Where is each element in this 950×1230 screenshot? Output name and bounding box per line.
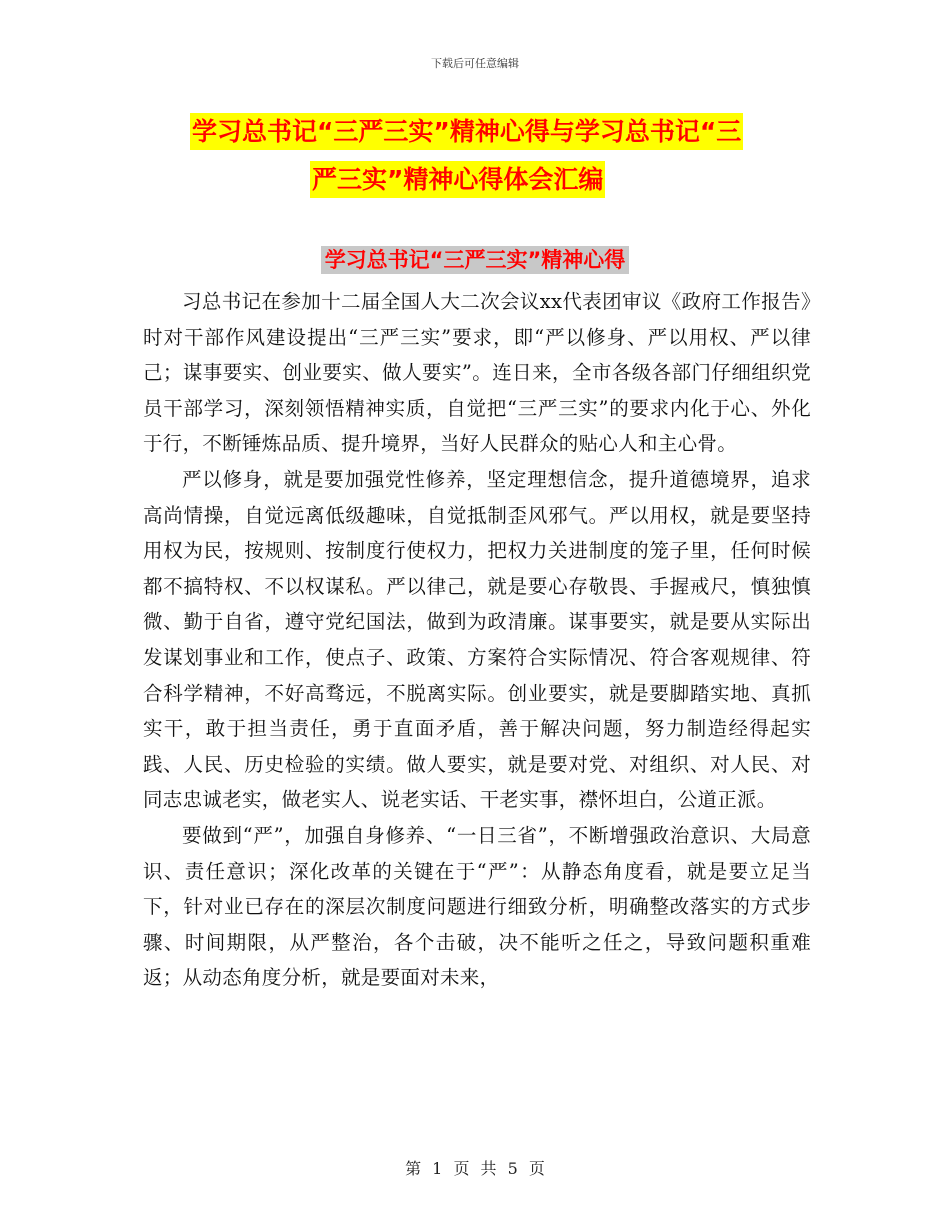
body-paragraph: 严以修身，就是要加强党性修养，坚定理想信念，提升道德境界，追求高尚情操，自觉远离低级趣味，自觉抵制歪风邪气。严以用权，就是要坚持用权为民，按规则、按制度行使权力，把权力关进制度的笼子里，任何时候都不搞特权、不以权谋私。严以律己，就是要心存敬畏、手握戒尺，慎独慎微、勤于自省，遵守党纪国法，做到为政清廉。谋事要实，就是要从实际出发谋划事业和工作，使点子、政策、方案符合实际情况、符合客观规律、符合科学精神，不好高骛远，不脱离实际。创业要实，就是要脚踏实地、真抓实干，敢于担当责任，勇于直面矛盾，善于解决问题，努力制造经得起实践、人民、历史检验的实绩。做人要实，就是要对党、对组织、对人民、对同志忠诚老实，做老实人、说老实话、干老实事，襟怀坦白，公道正派。 — [143, 467, 811, 812]
page-header-note: 下载后可任意编辑 — [431, 57, 519, 70]
document-title — [160, 108, 820, 204]
document-body — [143, 284, 811, 996]
section-heading — [0, 244, 950, 274]
body-paragraph: 习总书记在参加十二届全国人大二次会议xx代表团审议《政府工作报告》时对干部作风建设提出“三严三实”要求，即“严以修身、严以用权、严以律己；谋事要实、创业要实、做人要实”。连日来，全市各级各部门仔细组织党员干部学习，深刻领悟精神实质，自觉把“三严三实”的要求内化于心、外化于行，不断锤炼品质、提升境界，当好人民群众的贴心人和主心骨。 — [143, 290, 811, 456]
document-title-line-2: 严三实”精神心得体会汇编 — [310, 161, 605, 198]
document-title-line-1: 学习总书记“三严三实”精神心得与学习总书记“三 — [190, 113, 743, 150]
section-heading-text: 学习总书记“三严三实”精神心得 — [321, 246, 630, 274]
body-paragraph: 要做到“严”，加强自身修养、“一日三省”，不断增强政治意识、大局意识、责任意识；深化改革的关键在于“严”：从静态角度看，就是要立足当下，针对业已存在的深层次制度问题进行细致分析，明确整改落实的方式步骤、时间期限，从严整治，各个击破，决不能听之任之，导致问题积重难返；从动态角度分析，就是要面对未来， — [143, 823, 811, 990]
page-number-footer: 第 1 页 共 5 页 — [405, 1159, 545, 1178]
